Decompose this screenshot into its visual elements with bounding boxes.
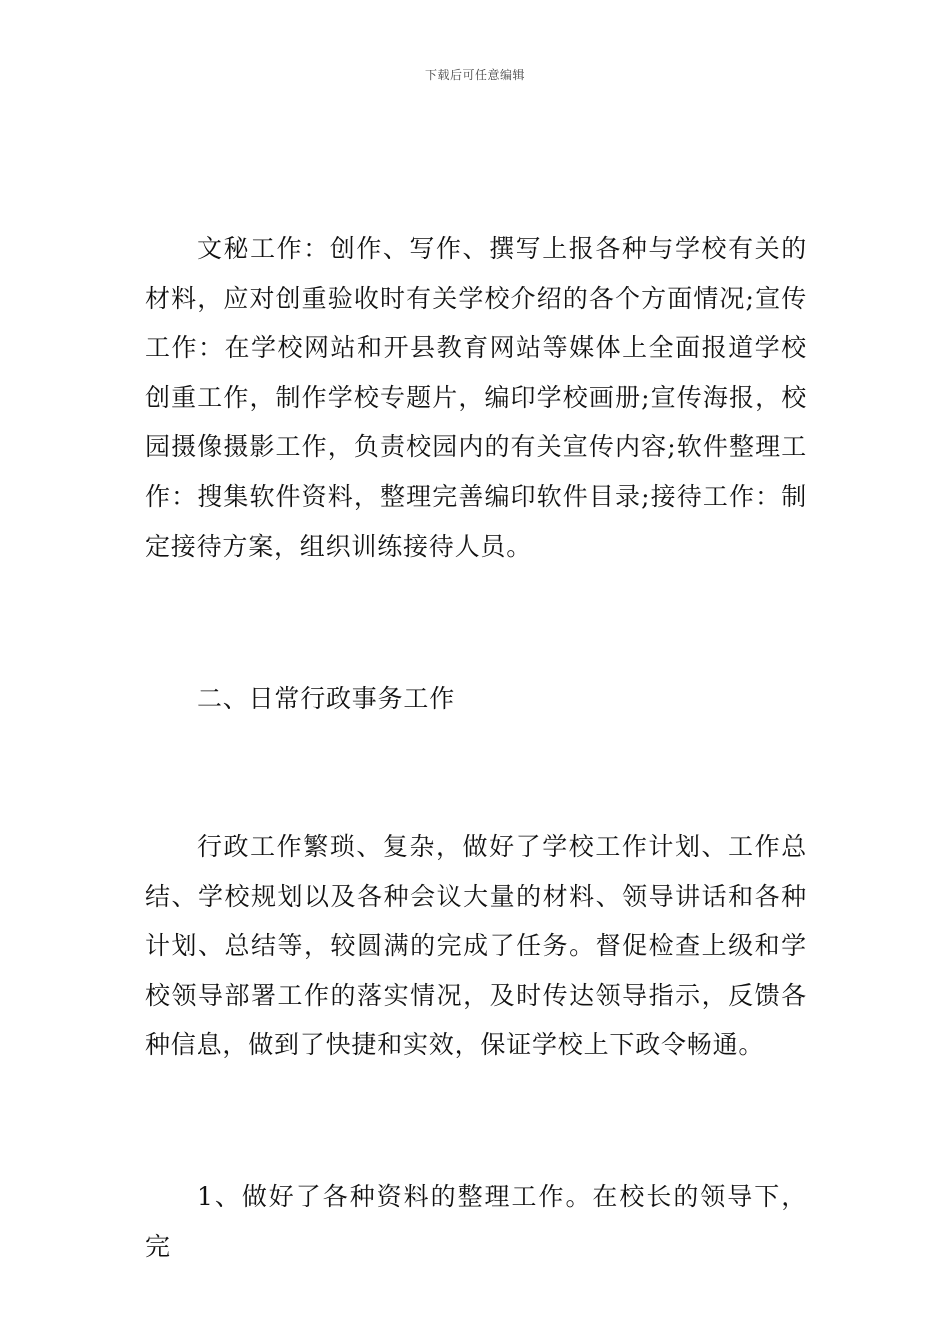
paragraph-secretarial-work: 文秘工作：创作、写作、撰写上报各种与学校有关的材料，应对创重验收时有关学校介绍的各个方面情况;宣传工作：在学校网站和开县教育网站等媒体上全面报道学校创重工作，制作学校专题片，编印学校画册;宣传海报，校园摄像摄影工作，负责校园内的有关宣传内容;软件整理工作：搜集软件资料，整理完善编印软件目录;接待工作：制定接待方案，组织训练接待人员。 xyxy=(145,234,807,561)
section-heading-daily-admin: 二、日常行政事务工作 xyxy=(197,684,456,713)
page-header: 下载后可任意编辑 xyxy=(424,68,525,82)
paragraph-item-1: 1、做好了各种资料的整理工作。在校长的领导下，完 xyxy=(145,1182,807,1261)
paragraph-admin-work: 行政工作繁琐、复杂，做好了学校工作计划、工作总结、学校规划以及各种会议大量的材料、领导讲话和各种计划、总结等，较圆满的完成了任务。督促检查上级和学校领导部署工作的落实情况，及时传达领导指示，反馈各种信息，做到了快捷和实效，保证学校上下政令畅通。 xyxy=(145,832,807,1060)
